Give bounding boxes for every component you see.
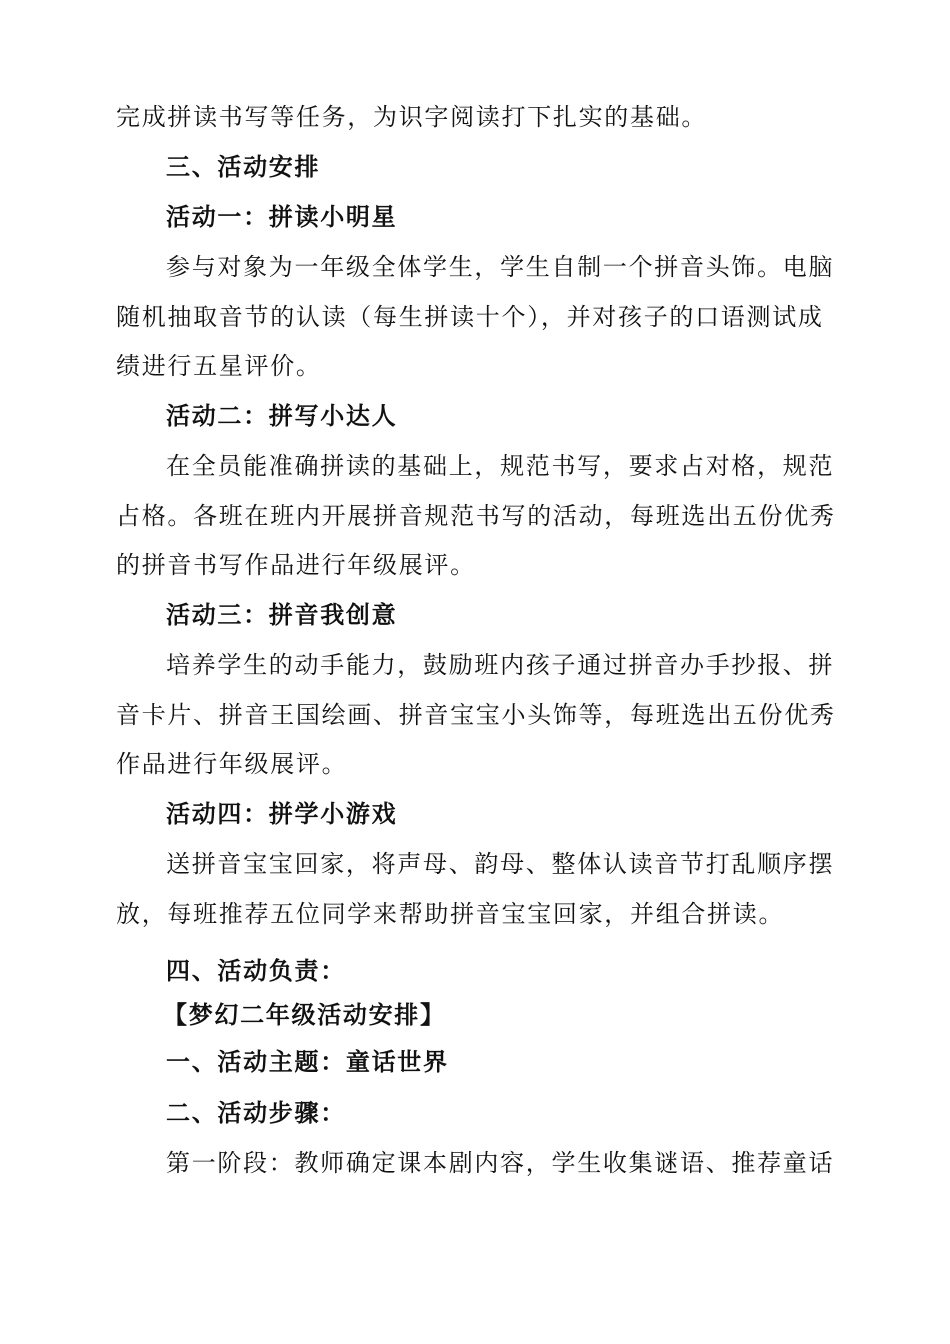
paragraph-line: 作品进行年级展评。: [116, 750, 348, 778]
grade-heading: 【梦幻二年级活动安排】: [163, 1000, 446, 1029]
section-heading: 四、活动负责：: [166, 956, 346, 985]
section-heading: 二、活动步骤：: [166, 1098, 346, 1127]
activity-heading: 活动二：拼写小达人: [166, 401, 398, 430]
section-heading: 三、活动安排: [166, 152, 321, 181]
paragraph-line: 随机抽取音节的认读（每生拼读十个），并对孩子的口语测试成: [116, 303, 824, 331]
paragraph-line: 音卡片、拼音王国绘画、拼音宝宝小头饰等，每班选出五份优秀: [116, 701, 836, 729]
activity-heading: 活动一：拼读小明星: [166, 202, 398, 231]
paragraph-line: 绩进行五星评价。: [116, 352, 322, 380]
activity-heading: 活动三：拼音我创意: [166, 600, 398, 629]
paragraph-line: 的拼音书写作品进行年级展评。: [116, 551, 476, 579]
paragraph-line: 占格。各班在班内开展拼音规范书写的活动，每班选出五份优秀: [116, 502, 836, 530]
paragraph-line: 在全员能准确拼读的基础上，规范书写，要求占对格，规范: [166, 452, 835, 480]
paragraph-line: 培养学生的动手能力，鼓励班内孩子通过拼音办手抄报、拼: [166, 651, 835, 679]
paragraph-line: 完成拼读书写等任务，为识字阅读打下扎实的基础。: [116, 103, 708, 131]
paragraph-line: 送拼音宝宝回家，将声母、韵母、整体认读音节打乱顺序摆: [166, 850, 835, 878]
paragraph-line: 放，每班推荐五位同学来帮助拼音宝宝回家，并组合拼读。: [116, 900, 785, 928]
paragraph-line: 参与对象为一年级全体学生，学生自制一个拼音头饰。电脑: [166, 253, 835, 281]
activity-heading: 活动四：拼学小游戏: [166, 799, 398, 828]
paragraph-line: 第一阶段：教师确定课本剧内容，学生收集谜语、推荐童话: [166, 1149, 835, 1177]
section-heading: 一、活动主题：童话世界: [166, 1047, 449, 1076]
